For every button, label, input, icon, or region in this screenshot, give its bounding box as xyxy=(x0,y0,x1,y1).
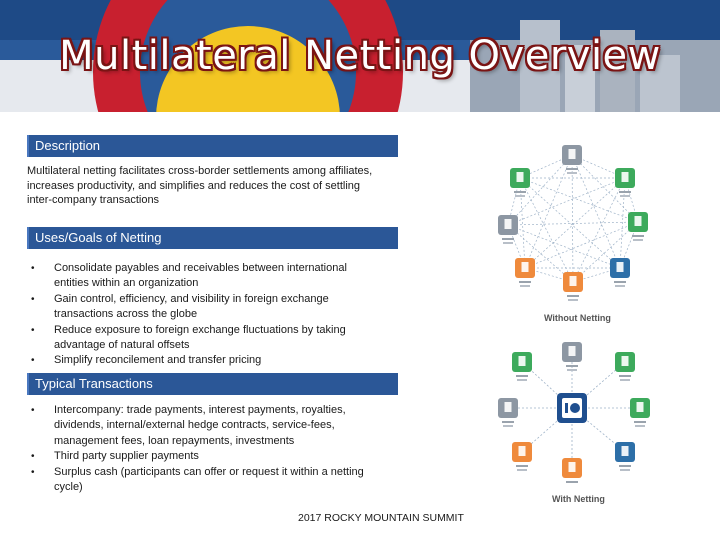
header-banner xyxy=(0,0,720,120)
entity-node-icon xyxy=(515,258,535,287)
with-netting-caption: With Netting xyxy=(552,494,605,504)
entity-node-icon xyxy=(498,215,518,244)
connection-line xyxy=(525,155,572,268)
description-heading: Description xyxy=(27,135,398,157)
list-item: • Reduce exposure to foreign exchange fluctuations by taking advantage of natural offsets xyxy=(27,323,379,354)
without-netting-graph xyxy=(490,140,665,305)
entity-node-icon xyxy=(510,168,530,197)
without-netting-caption: Without Netting xyxy=(544,313,611,323)
page-title: Multilateral Netting Overview xyxy=(59,33,661,79)
list-item: • Third party supplier payments xyxy=(27,449,379,464)
entity-node-icon xyxy=(498,398,518,427)
connection-line xyxy=(508,155,572,225)
entity-node-icon xyxy=(615,352,635,381)
list-item: • Gain control, efficiency, and visibility in foreign exchange transactions across the globe xyxy=(27,292,379,323)
footer-text: 2017 ROCKY MOUNTAIN SUMMIT xyxy=(298,512,464,524)
transactions-list xyxy=(27,403,379,495)
entity-node-icon xyxy=(562,145,582,174)
entity-node-icon xyxy=(615,442,635,471)
netting-hub-icon xyxy=(557,393,587,423)
entity-node-icon xyxy=(512,442,532,471)
list-item: • Surplus cash (participants can offer or request it within a netting cycle) xyxy=(27,465,379,496)
list-item: • Simplify reconcilement and transfer pricing xyxy=(27,353,379,368)
entity-node-icon xyxy=(610,258,630,287)
entity-node-icon xyxy=(628,212,648,241)
entity-node-icon xyxy=(512,352,532,381)
description-text: Multilateral netting facilitates cross-border settlements among affiliates, increases productivity, and simplifies and reduces the cost of settling inter-company transactions xyxy=(27,165,373,206)
entity-node-icon xyxy=(562,342,582,371)
connection-line xyxy=(572,155,638,222)
entity-node-icon xyxy=(630,398,650,427)
list-item: • Consolidate payables and receivables between international entities within an organization xyxy=(27,261,379,292)
connection-line xyxy=(572,155,573,282)
with-netting-diagram xyxy=(490,340,665,510)
connection-line xyxy=(525,178,625,268)
with-netting-graph xyxy=(490,340,665,485)
without-netting-diagram xyxy=(490,140,665,330)
transactions-heading: Typical Transactions xyxy=(27,373,398,395)
list-item: • Intercompany: trade payments, interest payments, royalties, dividends, internal/external hedge contracts, service-fees, management fees, loan repayments, investments xyxy=(27,403,379,449)
uses-list xyxy=(27,261,379,369)
entity-node-icon xyxy=(563,272,583,301)
connection-line xyxy=(572,155,620,268)
uses-heading: Uses/Goals of Netting xyxy=(27,227,398,249)
entity-node-icon xyxy=(562,458,582,485)
